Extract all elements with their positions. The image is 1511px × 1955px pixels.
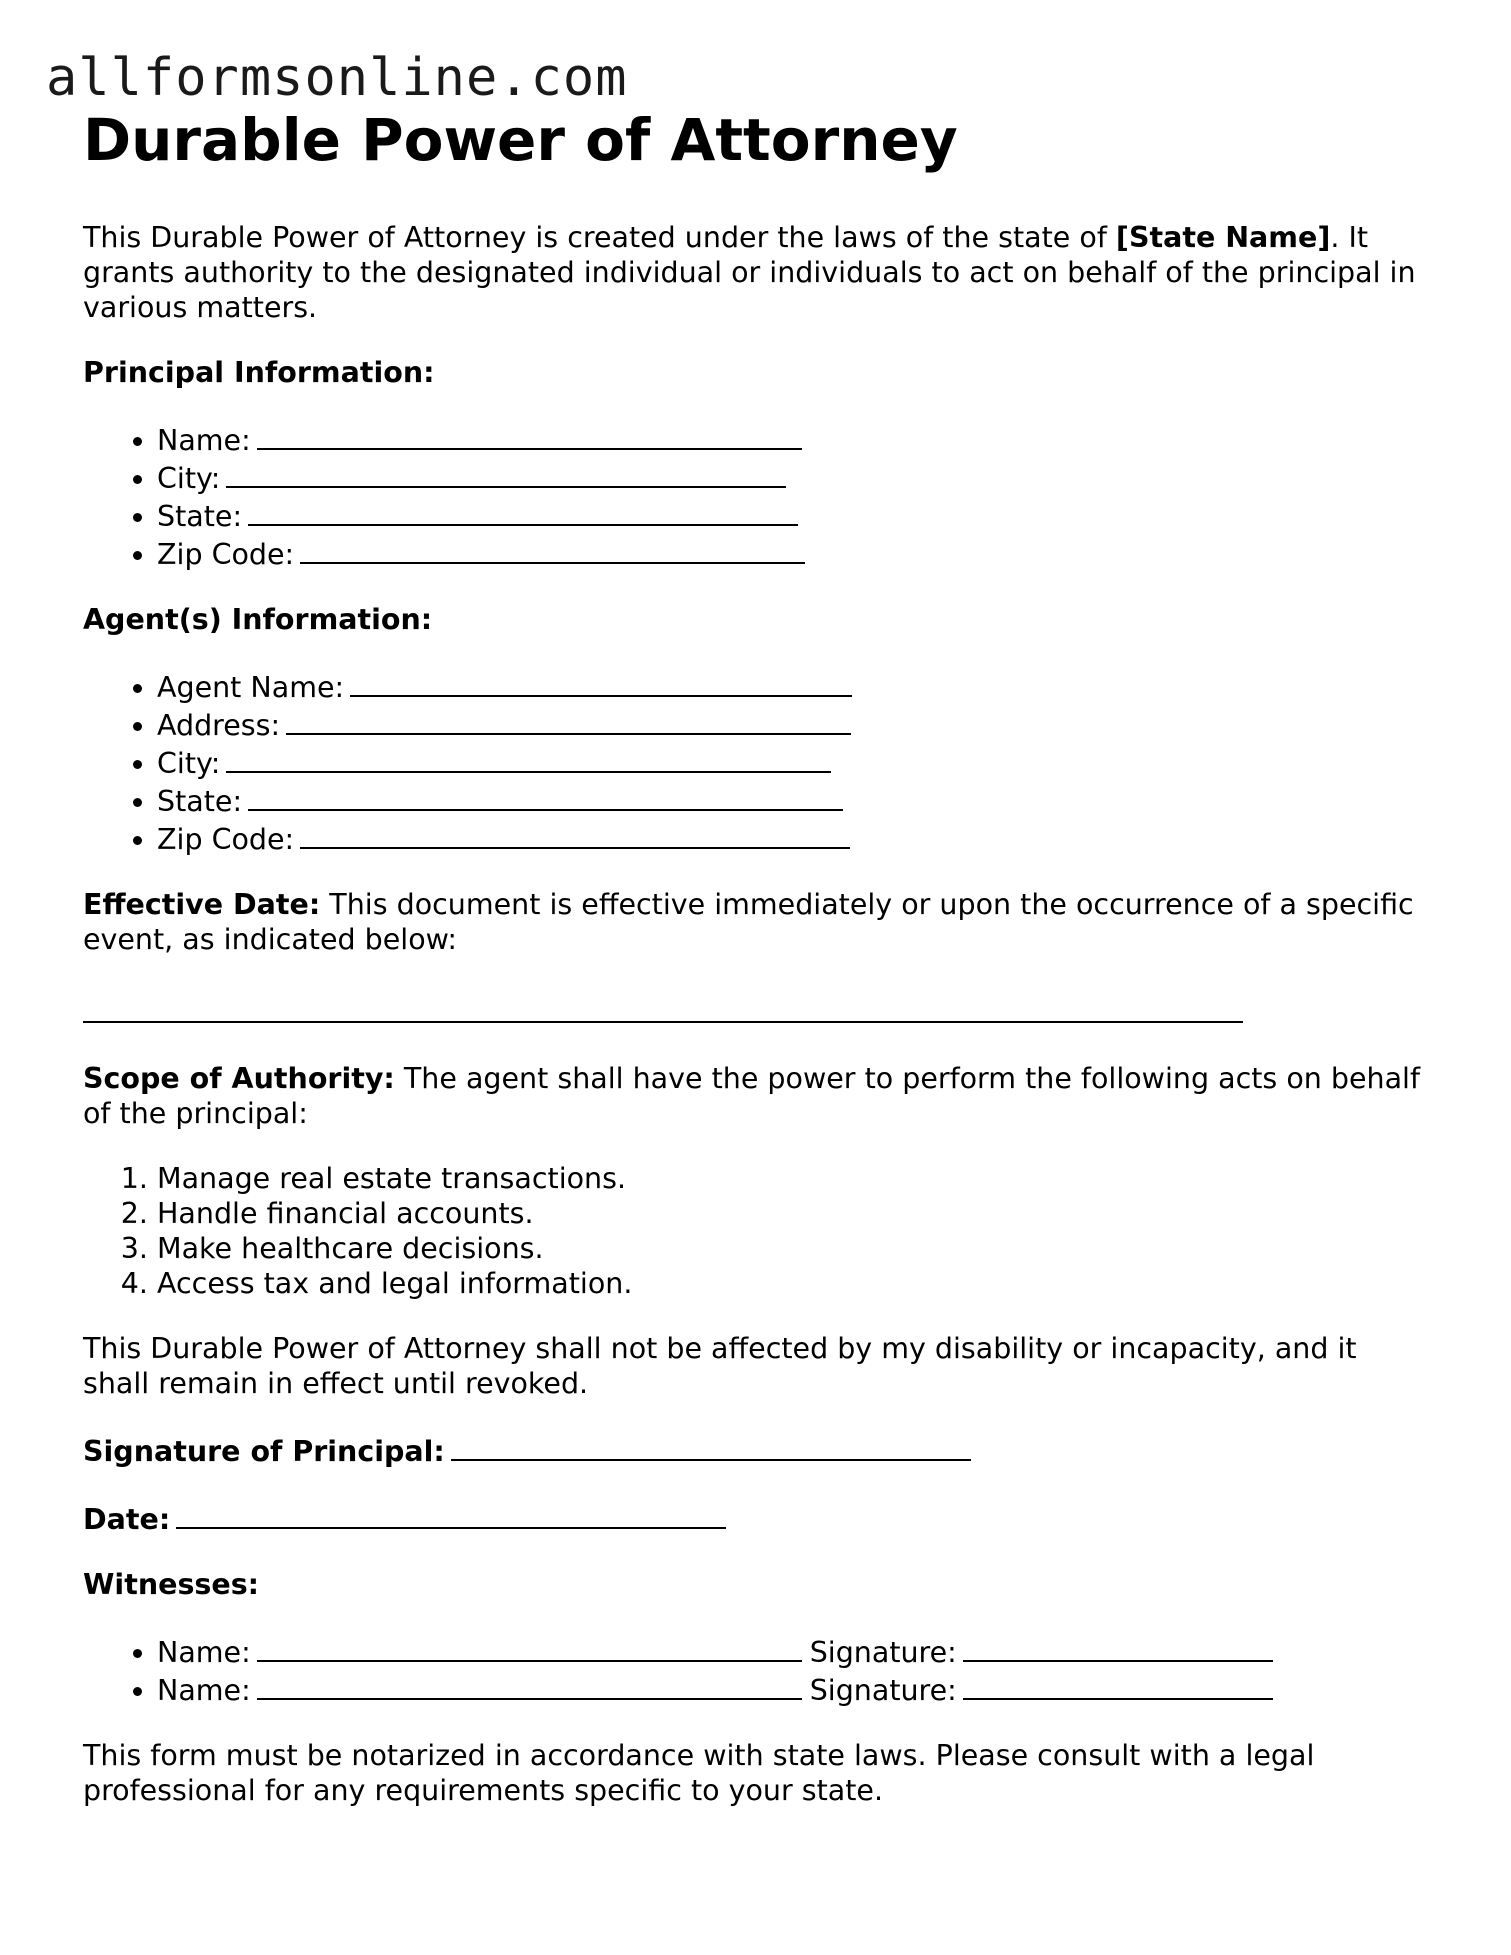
witness-signature-label: Signature: xyxy=(809,1636,957,1669)
date-blank[interactable] xyxy=(176,1499,726,1529)
agents-heading: Agent(s) Information: xyxy=(83,603,433,636)
principal-name-label: Name: xyxy=(157,424,251,457)
principal-fields xyxy=(83,420,1423,572)
agent-city-blank[interactable] xyxy=(226,743,831,773)
scope-item: 2. Handle financial accounts. xyxy=(157,1196,1423,1231)
scope-item: 3. Make healthcare decisions. xyxy=(157,1231,1423,1266)
agent-address-blank[interactable] xyxy=(286,705,851,735)
principal-signature-label: Signature of Principal: xyxy=(83,1435,445,1468)
witness-name-label: Name: xyxy=(157,1636,251,1669)
scope-text: The agent shall have the power to perform the following acts on behalf of the principal: xyxy=(83,1062,1420,1130)
agent-state-label: State: xyxy=(157,785,243,818)
notary-notice: This form must be notarized in accordance with state laws. Please consult with a legal professional for any requirements specific to your state. xyxy=(83,1739,1315,1807)
intro-paragraph xyxy=(83,220,1423,325)
principal-name-blank[interactable] xyxy=(257,420,802,450)
agent-state-item xyxy=(157,781,1423,819)
principal-heading: Principal Information: xyxy=(83,356,435,389)
agent-city-label: City: xyxy=(157,747,221,780)
agent-address-item xyxy=(157,705,1423,743)
effective-date-label: Effective Date: xyxy=(83,888,321,921)
agent-name-blank[interactable] xyxy=(350,667,852,697)
principal-zip-item xyxy=(157,534,1423,572)
agent-zip-item xyxy=(157,819,1423,857)
agent-name-label: Agent Name: xyxy=(157,671,345,704)
intro-text-after: . It grants authority to the designated individual or individuals to act on behalf of the principal in various matters. xyxy=(83,221,1416,324)
principal-signature-blank[interactable] xyxy=(451,1431,971,1461)
witness-signature-label: Signature: xyxy=(809,1674,957,1707)
scope-list xyxy=(83,1161,1423,1301)
agent-zip-blank[interactable] xyxy=(300,819,850,849)
principal-state-label: State: xyxy=(157,500,243,533)
witness-name-label: Name: xyxy=(157,1674,251,1707)
agent-name-item xyxy=(157,667,1423,705)
effective-date-paragraph xyxy=(83,887,1423,957)
agent-city-item xyxy=(157,743,1423,781)
witness-name-blank[interactable] xyxy=(257,1670,802,1700)
principal-zip-label: Zip Code: xyxy=(157,538,295,571)
principal-signature-row xyxy=(83,1431,1423,1469)
principal-city-blank[interactable] xyxy=(226,458,786,488)
state-name-placeholder: [State Name] xyxy=(1115,221,1331,254)
effective-date-text: This document is effective immediately or upon the occurrence of a specific event, as indicated below: xyxy=(83,888,1414,956)
date-row xyxy=(83,1499,1423,1537)
scope-item: 4. Access tax and legal information. xyxy=(157,1266,1423,1301)
document-title: Durable Power of Attorney xyxy=(83,106,958,174)
principal-city-label: City: xyxy=(157,462,221,495)
principal-zip-blank[interactable] xyxy=(300,534,805,564)
durability-statement: This Durable Power of Attorney shall not be affected by my disability or incapacity, and it shall remain in effect until revoked. xyxy=(83,1332,1357,1400)
effective-event-blank[interactable] xyxy=(83,987,1243,1023)
principal-city-item xyxy=(157,458,1423,496)
principal-state-item xyxy=(157,496,1423,534)
witness-list xyxy=(83,1632,1423,1708)
witness-name-blank[interactable] xyxy=(257,1632,802,1662)
scope-label: Scope of Authority: xyxy=(83,1062,395,1095)
scope-paragraph xyxy=(83,1061,1423,1131)
scope-item: 1. Manage real estate transactions. xyxy=(157,1161,1423,1196)
agent-address-label: Address: xyxy=(157,709,281,742)
agent-state-blank[interactable] xyxy=(248,781,843,811)
site-watermark: allformsonline.com xyxy=(46,48,628,108)
witnesses-heading: Witnesses: xyxy=(83,1568,260,1601)
witness-signature-blank[interactable] xyxy=(963,1632,1273,1662)
document-body xyxy=(83,104,1423,1838)
date-label: Date: xyxy=(83,1503,171,1536)
witness-signature-blank[interactable] xyxy=(963,1670,1273,1700)
agent-zip-label: Zip Code: xyxy=(157,823,295,856)
principal-state-blank[interactable] xyxy=(248,496,798,526)
witness-row xyxy=(157,1632,1423,1670)
principal-name-item xyxy=(157,420,1423,458)
intro-text-before: This Durable Power of Attorney is created under the laws of the state of xyxy=(83,221,1116,254)
witness-row xyxy=(157,1670,1423,1708)
agent-fields xyxy=(83,667,1423,857)
